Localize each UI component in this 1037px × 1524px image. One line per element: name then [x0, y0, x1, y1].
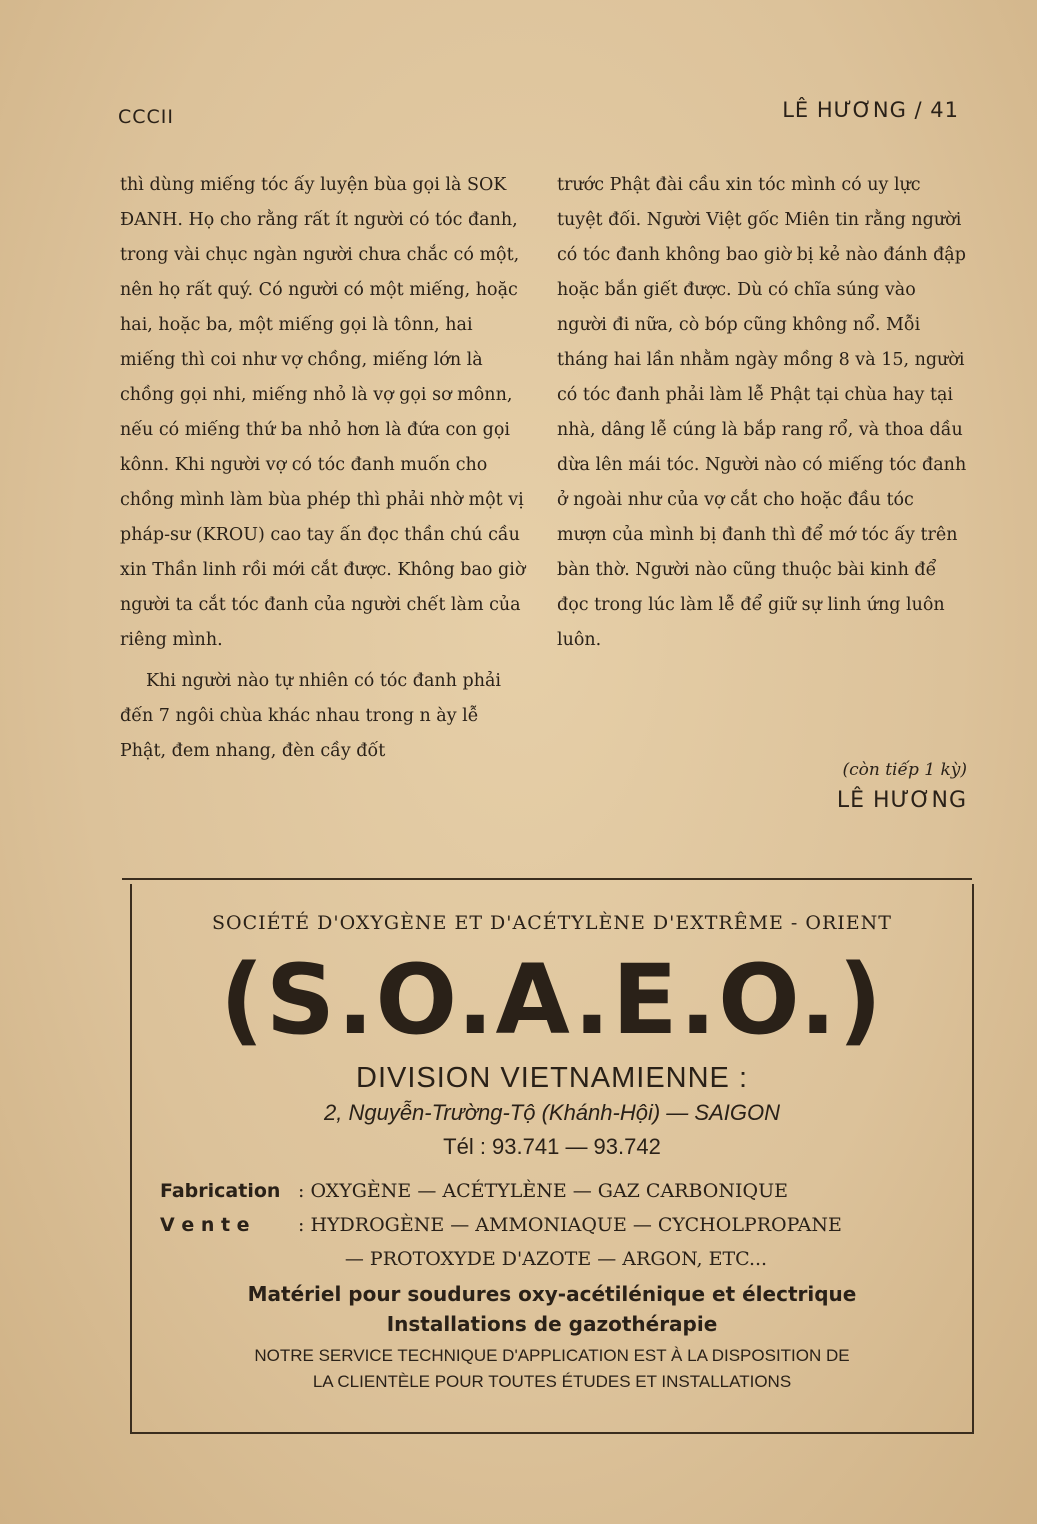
vente-label: V e n t e	[160, 1214, 250, 1236]
ad-society-name: SOCIÉTÉ D'OXYGÈNE ET D'ACÉTYLÈNE D'EXTRÊME - ORIENT	[212, 912, 892, 934]
vente-value: : HYDROGÈNE — AMMONIAQUE — CYCHOLPROPANE	[298, 1214, 842, 1236]
right-column	[557, 168, 967, 658]
ad-address: 2, Nguyễn-Trường-Tộ (Khánh-Hội) — SAIGON	[324, 1100, 780, 1125]
left-column	[120, 168, 530, 769]
ad-top-rule	[122, 878, 972, 880]
ad-vente-line	[160, 1214, 952, 1237]
continued-note: (còn tiếp 1 kỳ)	[842, 760, 967, 780]
ad-fabrication-line	[160, 1180, 952, 1203]
left-paragraph-1: thì dùng miếng tóc ấy luyện bùa gọi là SOK ĐANH. Họ cho rằng rất ít người có tóc đanh, trong vài chục ngàn người chưa chắc có một, nên họ rất quý. Có người có một miếng, hoặc hai, hoặc ba, một miếng gọi là tônn, hai miếng thì coi như vợ chồng, miếng lớn là chồng gọi nhi, miếng nhỏ là vợ gọi sơ mônn, nếu có miếng thứ ba nhỏ hơn là đứa con gọi kônn. Khi người vợ có tóc đanh muốn cho chồng mình làm bùa phép thì phải nhờ một vị pháp-sư (KROU) cao tay ấn đọc thần chú cầu xin Thần linh rồi mới cắt được. Không bao giờ người ta cắt tóc đanh của người chết làm của riêng mình.	[120, 175, 526, 650]
ad-installations: Installations de gazothérapie	[386, 1312, 718, 1336]
author-name: LÊ HƯƠNG	[836, 788, 967, 813]
ad-division: DIVISION VIETNAMIENNE :	[356, 1062, 748, 1094]
fabrication-label: Fabrication	[160, 1180, 281, 1202]
ad-service-line-2: LA CLIENTÈLE POUR TOUTES ÉTUDES ET INSTALLATIONS	[312, 1372, 792, 1391]
right-paragraph-1: trước Phật đài cầu xin tóc mình có uy lực tuyệt đối. Người Việt gốc Miên tin rằng người có tóc đanh không bao giờ bị kẻ nào đánh đập hoặc bắn giết được. Dù có chĩa súng vào người đi nữa, cò bóp cũng không nổ. Mỗi tháng hai lần nhằm ngày mồng 8 và 15, người có tóc đanh phải làm lễ Phật tại chùa hay tại nhà, dâng lễ cúng là bắp rang rổ, và thoa dầu dừa lên mái tóc. Người nào có miếng tóc đanh ở ngoài như của vợ cắt cho hoặc đầu tóc mượn của mình bị đanh thì để mớ tóc ấy trên bàn thờ. Người nào cũng thuộc bài kinh để đọc trong lúc làm lễ để giữ sự linh ứng luôn luôn.	[557, 175, 967, 650]
vente-value-2: — PROTOXYDE D'AZOTE — ARGON, ETC...	[344, 1248, 768, 1270]
ad-service-line-1: NOTRE SERVICE TECHNIQUE D'APPLICATION EST À LA DISPOSITION DE	[254, 1346, 850, 1365]
fabrication-value: : OXYGÈNE — ACÉTYLÈNE — GAZ CARBONIQUE	[298, 1180, 788, 1202]
left-paragraph-2: Khi người nào tự nhiên có tóc đanh phải đến 7 ngôi chùa khác nhau trong n ày lễ Phật, đem nhang, đèn cầy đốt	[120, 671, 502, 761]
ad-acronym: (S.O.A.E.O.)	[220, 944, 884, 1056]
ad-material: Matériel pour soudures oxy-acétilénique et électrique	[247, 1282, 857, 1306]
advertisement-box	[130, 884, 974, 1434]
ad-telephone: Tél : 93.741 — 93.742	[443, 1134, 661, 1159]
page-header-right: LÊ HƯƠNG / 41	[782, 98, 959, 122]
page-header-left: CCCII	[118, 106, 175, 128]
article-signoff	[837, 760, 967, 813]
ad-vente-line-2	[160, 1248, 952, 1271]
